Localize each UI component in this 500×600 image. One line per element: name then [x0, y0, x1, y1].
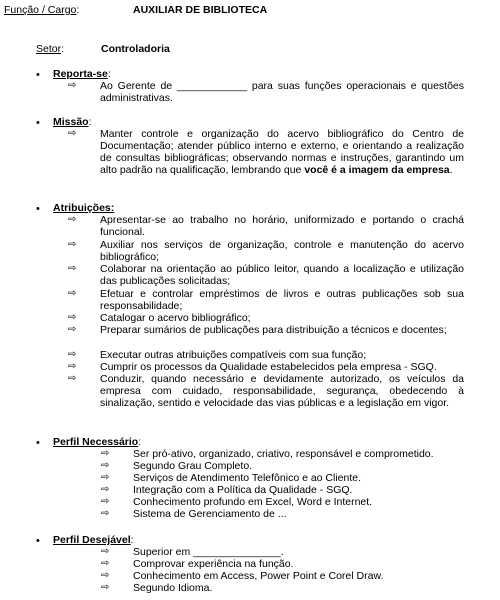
reporta-text: Ao Gerente de ____________ para suas funções operacionais e questões administrativas.	[100, 80, 465, 104]
arrow-icon: ⇨	[101, 472, 110, 483]
arrow-icon: ⇨	[68, 263, 77, 274]
arrow-icon: ⇨	[68, 349, 77, 360]
arrow-icon: ⇨	[68, 128, 77, 139]
reporta-colon: :	[107, 68, 111, 80]
perfil-necessario-heading: Perfil Necessário	[53, 436, 139, 448]
list-item: Superior em _______________.	[133, 546, 284, 558]
list-item: Conduzir, quando necessário e devidamente autorizado, os veículos da empresa com cuidado, responsabilidade, segurança, obedecendo à sinalização, sentido e velocidade das vias públicas e a legislação em vigor.	[100, 373, 464, 409]
funcao-label-row	[4, 4, 79, 16]
arrow-icon: ⇨	[68, 312, 77, 323]
reporta-heading-row	[53, 68, 111, 80]
list-item: Comprovar experiência na função.	[133, 558, 294, 570]
list-item: Colaborar na orientação ao público leitor, quando a localização e utilização das publicações solicitadas;	[100, 263, 464, 287]
list-item: Auxiliar nos serviços de organização, controle e manutenção do acervo bibliográfico;	[100, 239, 464, 263]
setor-label-row	[36, 43, 64, 55]
list-item: Catalogar o acervo bibliográfico;	[100, 312, 251, 324]
arrow-icon: ⇨	[68, 324, 77, 335]
list-item: Cumprir os processos da Qualidade estabelecidos pela empresa - SGQ.	[100, 361, 437, 373]
arrow-icon: ⇨	[101, 484, 110, 495]
missao-heading: Missão	[53, 116, 89, 128]
arrow-icon: ⇨	[101, 582, 110, 593]
missao-colon: :	[88, 116, 92, 128]
perfil-desejavel-heading: Perfil Desejável	[53, 534, 131, 546]
arrow-icon: ⇨	[101, 558, 110, 569]
bullet-icon: •	[36, 535, 40, 547]
list-item: Sistema de Gerenciamento de ...	[133, 508, 287, 520]
setor-value: Controladoria	[101, 43, 170, 55]
bullet-icon: •	[36, 437, 40, 449]
arrow-icon: ⇨	[101, 546, 110, 557]
arrow-icon: ⇨	[101, 508, 110, 519]
list-item: Ser pró-ativo, organizado, criativo, responsável e comprometido.	[133, 448, 434, 460]
arrow-icon: ⇨	[68, 361, 77, 372]
arrow-icon: ⇨	[68, 373, 77, 384]
list-item: Efetuar e controlar empréstimos de livros e outras publicações sob sua responsabilidade;	[100, 288, 464, 312]
missao-text: Manter controle e organização do acervo bibliográfico do Centro de Documentação; atender público interno e externo, e orientando a realização de consultas bibliográficas; observando normas e instruções, garantindo um alto padrão na qualificação, lembrando que você é a imagem da empresa.	[100, 128, 464, 176]
arrow-icon: ⇨	[101, 460, 110, 471]
funcao-colon: :	[76, 4, 80, 16]
reporta-blank: ____________	[176, 80, 248, 92]
funcao-value: AUXILIAR DE BIBLIOTECA	[133, 4, 268, 16]
bullet-icon: •	[36, 69, 40, 81]
arrow-icon: ⇨	[68, 214, 77, 225]
list-item: Apresentar-se ao trabalho no horário, uniformizado e portando o crachá funcional.	[100, 214, 464, 238]
list-item: Integração com a Política da Qualidade - SGQ.	[133, 484, 353, 496]
perfil-desejavel-heading-row	[53, 534, 134, 546]
list-item: Serviços de Atendimento Telefônico e ao Cliente.	[133, 472, 362, 484]
setor-colon: :	[61, 43, 65, 55]
arrow-icon: ⇨	[68, 239, 77, 250]
list-item: Segundo Grau Completo.	[133, 460, 253, 472]
perfil-necessario-colon: :	[138, 436, 142, 448]
funcao-label: Função / Cargo	[4, 4, 77, 16]
arrow-icon: ⇨	[101, 570, 110, 581]
arrow-icon: ⇨	[68, 80, 77, 91]
perfil-necessario-heading-row	[53, 436, 141, 448]
arrow-icon: ⇨	[101, 496, 110, 507]
reporta-heading: Reporta-se	[53, 68, 108, 80]
setor-label: Setor	[36, 43, 62, 55]
list-item: Segundo Idioma.	[133, 582, 213, 594]
bullet-icon: •	[36, 117, 40, 129]
arrow-icon: ⇨	[68, 288, 77, 299]
atribuicoes-heading: Atribuições:	[53, 202, 115, 214]
list-item: Conhecimento em Access, Power Point e Corel Draw.	[133, 570, 384, 582]
missao-heading-row	[53, 116, 92, 128]
list-item: Preparar sumários de publicações para distribuição a técnicos e docentes;	[100, 324, 447, 336]
arrow-icon: ⇨	[101, 448, 110, 459]
list-item: Conhecimento profundo em Excel, Word e Internet.	[133, 496, 373, 508]
bullet-icon: •	[36, 203, 40, 215]
list-item: Executar outras atribuições compatíveis com sua função;	[100, 349, 367, 361]
perfil-desejavel-colon: :	[130, 534, 134, 546]
